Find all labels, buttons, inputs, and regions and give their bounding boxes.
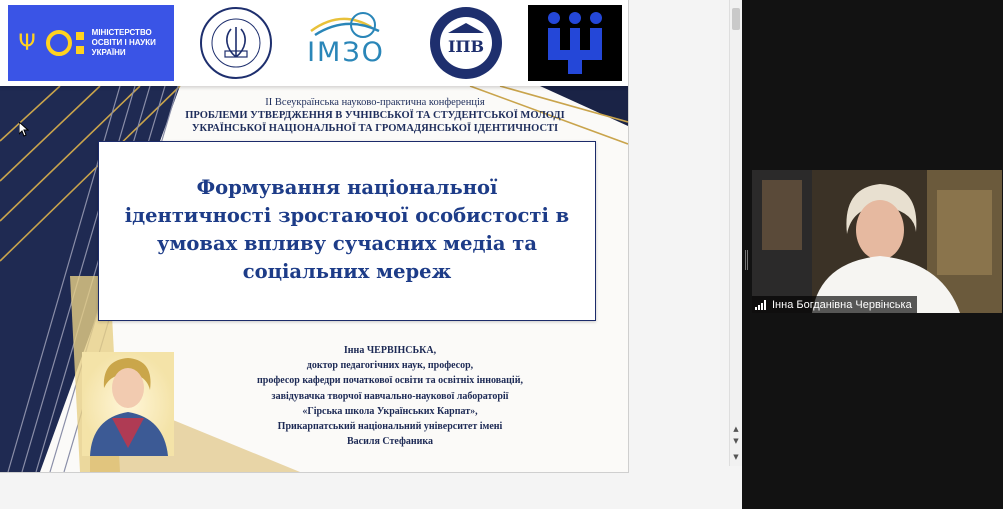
scroll-up-arrow-icon[interactable]: ▲: [733, 425, 739, 433]
scroll-down-arrow-icon[interactable]: ▼: [733, 437, 739, 445]
trident-icon: Ψ: [18, 30, 36, 56]
author-line: доктор педагогічних наук, професор,: [306, 360, 474, 372]
participant-name: Інна Богданівна Червінська: [772, 298, 912, 311]
imzo-logo-text: ІМЗО: [307, 36, 385, 68]
ipv-logo-text: ІПВ: [447, 37, 485, 56]
author-info: [170, 343, 610, 449]
conference-line-1: ІІ Всеукраїнська науково-практична конференція: [265, 97, 485, 108]
panel-resize-handle[interactable]: [745, 250, 748, 270]
signal-bars-icon: [755, 300, 767, 310]
author-line: Інна ЧЕРВІНСЬКА,: [343, 345, 437, 356]
participant-name-tag: [752, 296, 917, 313]
imzo-logo: [296, 5, 396, 81]
author-line: завідувачка творчої навчально-наукової лабораторії: [271, 390, 509, 402]
scroll-end-arrow-icon[interactable]: ▼: [733, 453, 739, 461]
scrollbar-thumb[interactable]: [732, 8, 740, 30]
ring-icon: [46, 30, 72, 56]
slide-title: Формування національної ідентичності зростаючої особистості в умовах впливу сучасних медіа та соціальних мереж: [124, 176, 570, 283]
napn-seal-logo: [188, 5, 284, 81]
ministry-logo: [8, 5, 174, 81]
conference-header: [130, 96, 620, 135]
logo-bar: [0, 0, 628, 86]
ministry-logo-text: МІНІСТЕРСТВО ОСВІТИ І НАУКИ УКРАЇНИ: [91, 28, 156, 57]
conference-line-2: ПРОБЛЕМИ УТВЕРДЖЕННЯ В УЧНІВСЬКОЇ ТА СТУДЕНТСЬКОЇ МОЛОДІ: [185, 110, 565, 121]
ipv-seal-logo: [414, 5, 518, 81]
author-line: професор кафедри початкової освіти та освітніх інновацій,: [257, 375, 523, 387]
author-line: Василя Стефаника: [346, 436, 433, 448]
bars-icon: [76, 32, 84, 54]
conference-line-3: УКРАЇНСЬКОЇ НАЦІОНАЛЬНОЇ ТА ГРОМАДЯНСЬКОЇ ІДЕНТИЧНОСТІ: [191, 123, 559, 134]
title-box: [98, 141, 596, 321]
academic-logo: [528, 5, 622, 81]
vertical-scrollbar[interactable]: [729, 0, 742, 466]
participant-video[interactable]: [752, 170, 1002, 313]
author-line: Прикарпатський національний університет імені: [277, 421, 503, 433]
mouse-cursor-icon: [19, 122, 29, 137]
author-photo: [82, 352, 174, 456]
author-line: «Гірська школа Українських Карпат»,: [302, 405, 478, 417]
